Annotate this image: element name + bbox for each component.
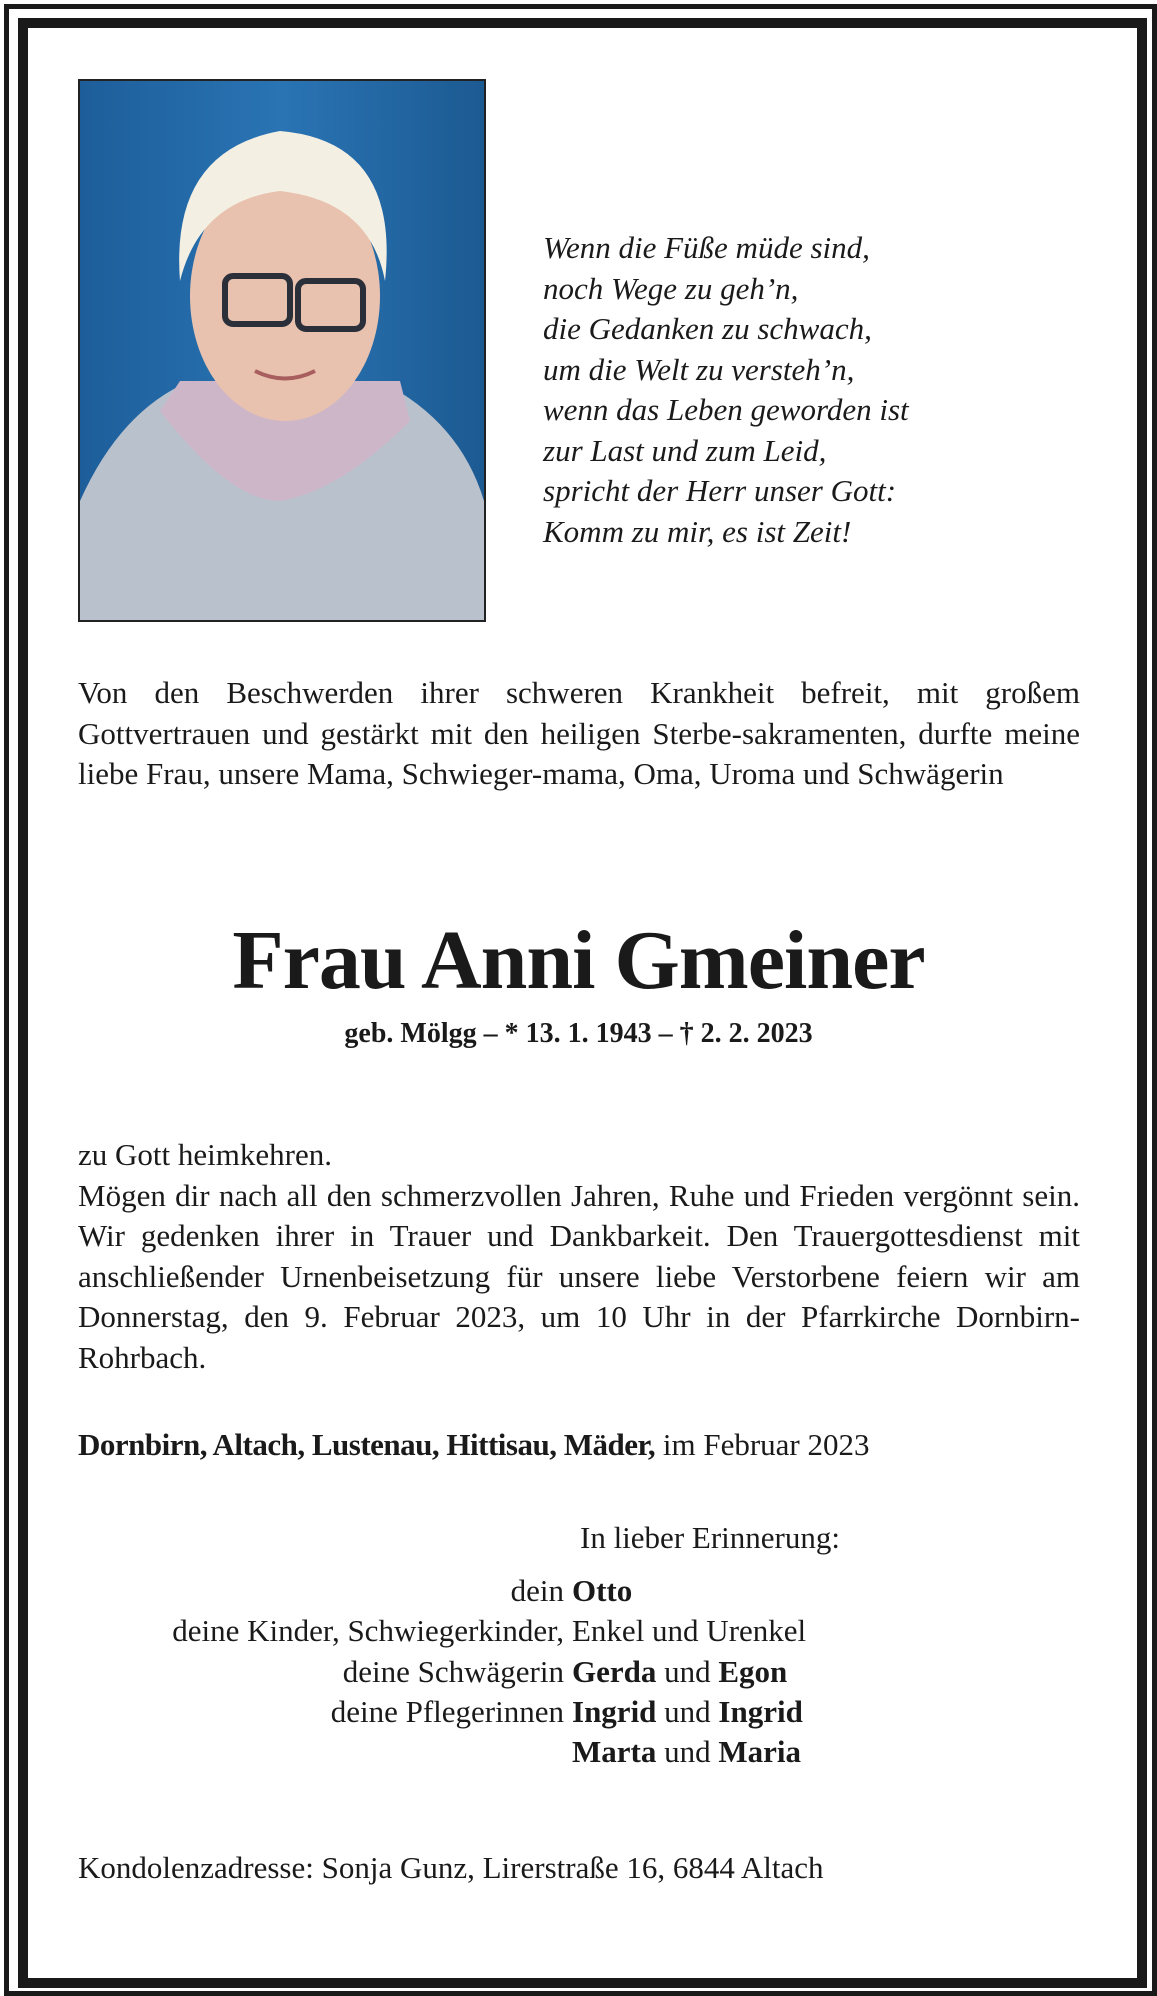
family-label: deine Schwägerin [342, 1653, 564, 1689]
family-row [0, 1611, 1157, 1651]
family-name: Ingrid [718, 1693, 803, 1729]
family-name: Maria [718, 1734, 801, 1770]
family-list [0, 1571, 1157, 1772]
poem-line: noch Wege zu geh’n, [543, 270, 799, 306]
family-row [0, 1571, 1157, 1611]
family-name: Marta [572, 1734, 657, 1770]
places-date: im Februar 2023 [662, 1427, 870, 1462]
poem-line: zur Last und zum Leid, [543, 432, 827, 468]
places: Dornbirn, Altach, Lustenau, Hittisau, Mäder, [78, 1427, 656, 1462]
life-dates: geb. Mölgg – * 13. 1. 1943 – † 2. 2. 2023 [344, 1018, 813, 1049]
conjunction: und [664, 1693, 711, 1729]
poem [543, 228, 909, 552]
portrait-photo [78, 79, 486, 622]
poem-line: die Gedanken zu schwach, [543, 311, 872, 346]
family-label: deine Pflegerinnen [330, 1693, 564, 1729]
body-text: Mögen dir nach all den schmerzvollen Jahren, Ruhe und Frieden vergönnt sein. Wir gedenken ihrer in Trauer und Dankbarkeit. Den Trauergottesdienst mit anschließender Urnenbeisetzung für unsere liebe Verstorbene feiern wir am Donnerstag, den 9. Februar 2023, um 10 Uhr in der Pfarrkirche Dornbirn-Rohrbach. [78, 1177, 1080, 1375]
family-label: deine Kinder, Schwiegerkinder, [172, 1613, 564, 1649]
conjunction: und [664, 1734, 711, 1770]
family-row [0, 1692, 1157, 1732]
places-line [78, 1427, 870, 1463]
family-label [0, 1732, 572, 1772]
poem-line: Komm zu mir, es ist Zeit! [543, 513, 852, 549]
family-name: Egon [718, 1653, 788, 1689]
poem-line: Wenn die Füße müde sind, [543, 230, 870, 265]
family-name: Ingrid [572, 1693, 657, 1729]
family-row [0, 1652, 1157, 1692]
poem-line: wenn das Leben geworden ist [543, 392, 909, 427]
family-name: Gerda [572, 1653, 657, 1689]
deceased-name: Frau Anni Gmeiner [232, 914, 925, 1007]
in-memory-heading: In lieber Erinnerung: [580, 1520, 840, 1555]
intro-paragraph: Von den Beschwerden ihrer schweren Krankheit befreit, mit großem Gottvertrauen und gestärkt mit den heiligen Sterbe-sakramenten, durfte meine liebe Frau, unsere Mama, Schwieger-mama, Oma, Uroma und Schwägerin [78, 675, 1080, 791]
condolence-address: Kondolenzadresse: Sonja Gunz, Lirerstraße 16, 6844 Altach [78, 1850, 824, 1885]
family-names: Enkel und Urenkel [572, 1613, 807, 1649]
poem-line: spricht der Herr unser Gott: [543, 473, 897, 508]
body-paragraph [78, 1135, 1080, 1378]
body-first-line: zu Gott heimkehren. [78, 1137, 332, 1172]
poem-line: um die Welt zu versteh’n, [543, 351, 855, 387]
family-row [0, 1732, 1157, 1772]
conjunction: und [664, 1653, 711, 1689]
family-label: dein [510, 1573, 564, 1608]
family-name: Otto [572, 1573, 633, 1608]
